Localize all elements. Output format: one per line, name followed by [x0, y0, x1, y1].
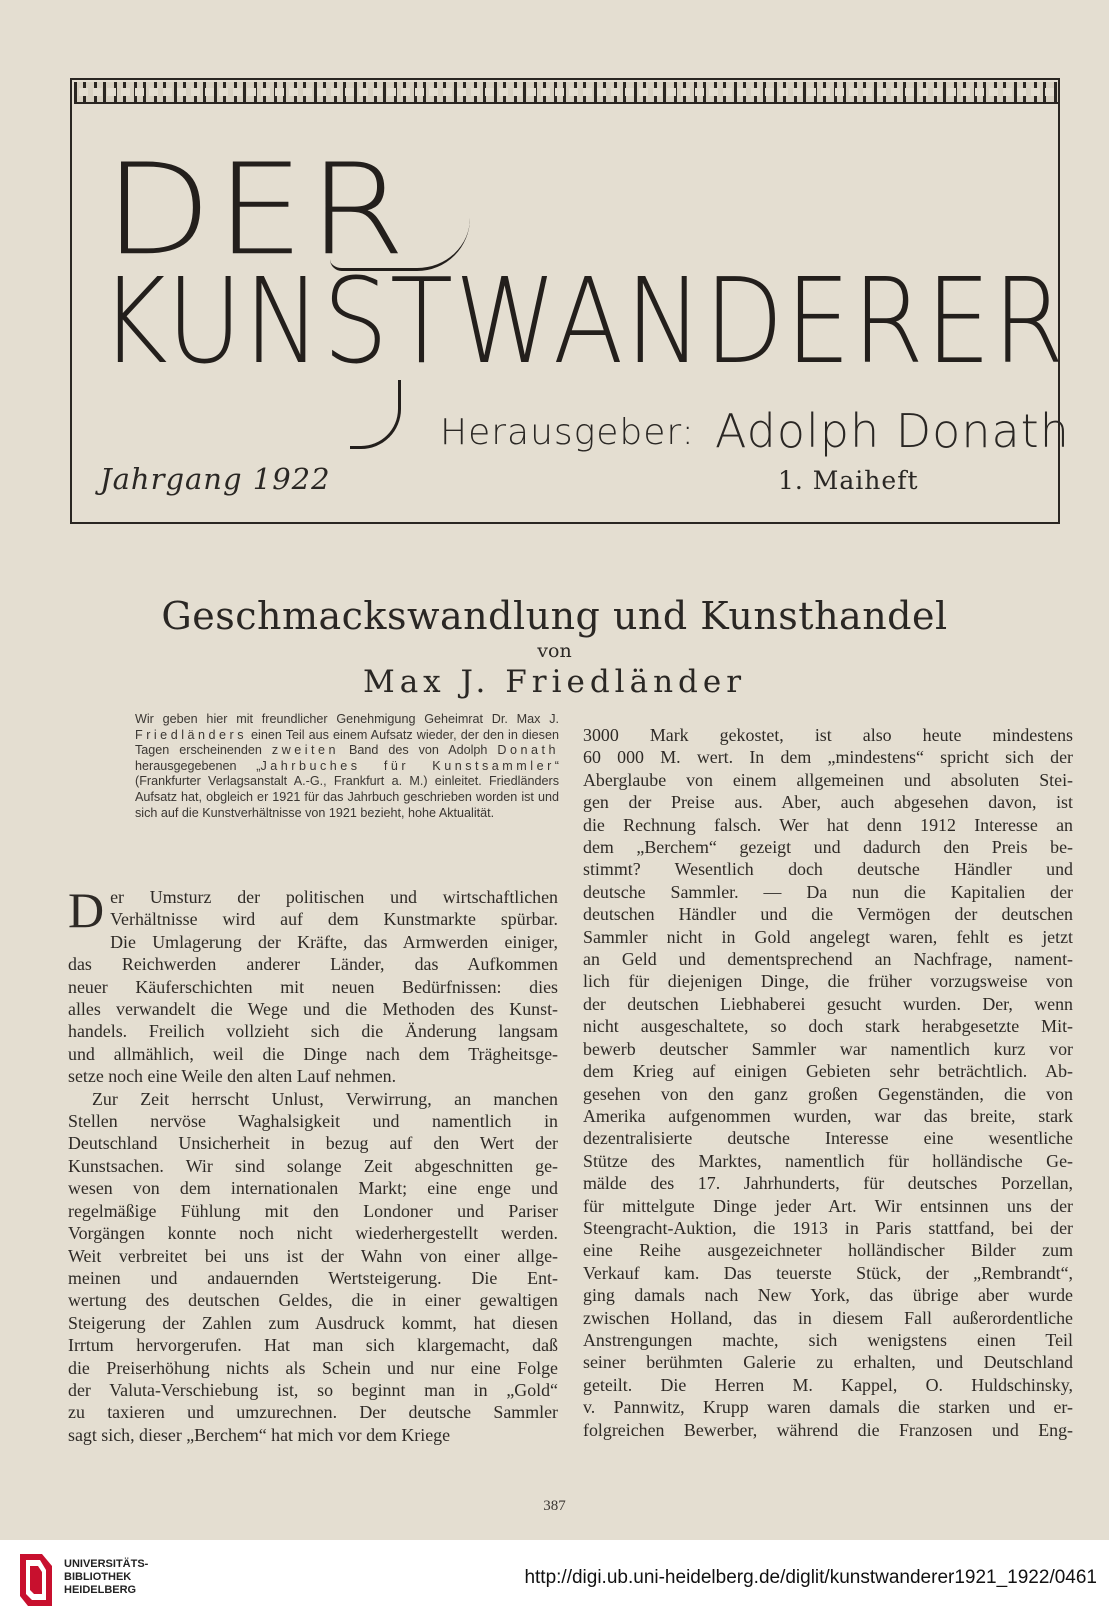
text-line: Verhältnisse wird auf dem Kunstmarkte spürbar. [110, 909, 558, 930]
text-line: der Valuta-Verschiebung ist, so beginnt man in „Gold“ [68, 1379, 558, 1400]
text-line: deutschen Händler und die Vermögen der deutschen [583, 904, 1073, 925]
text-line: setze noch eine Weile den alten Lauf nehmen. [68, 1066, 397, 1087]
text-line: die Preiserhöhung nichts als Schein und nur eine Folge [68, 1357, 558, 1378]
text-line: Zur Zeit herrscht Unlust, Verwirrung, an manchen [92, 1088, 558, 1109]
text-line: dezentralisierte deutsche Interesse eine wesentliche [583, 1128, 1073, 1149]
article-byline-von: von [537, 640, 572, 662]
text-line: v. Pannwitz, Krupp waren damals die starken und er- [583, 1397, 1073, 1418]
text-line: Kunstsachen. Wir sind solange Zeit abgeschnitten ge- [68, 1155, 558, 1176]
text-line: stimmt? Wesentlich doch deutsche Händler und [583, 859, 1073, 880]
text-line: handels. Freilich vollzieht sich die Änderung langsam [68, 1021, 558, 1042]
masthead-title-der: DER [104, 137, 410, 284]
text-line: neuer Käuferschichten mit neuen Bedürfnissen: dies [68, 976, 558, 997]
library-footer [0, 1540, 1109, 1620]
masthead-title-kunstwanderer: KUNSTWANDERER [100, 254, 1067, 391]
text-line: geteilt. Die Herren M. Kappel, O. Huldschinsky, [583, 1374, 1073, 1395]
text-line: sagt sich, dieser „Berchem“ hat mich vor dem Kriege [68, 1424, 451, 1445]
issue-label: 1. Maiheft [778, 466, 919, 495]
text-line: wesen von dem internationalen Markt; eine enge und [68, 1178, 558, 1199]
text-line: wertung des deutschen Geldes, die in einer gewaltigen [68, 1290, 558, 1311]
text-line: lich für diejenigen Dinge, die früher vorzugsweise von [583, 971, 1073, 992]
text-line: eine Reihe ausgezeichneter holländischer Bilder zum [583, 1240, 1073, 1261]
text-line: zwischen Holland, das in diesem Fall außerordentliche [583, 1307, 1073, 1328]
text-line: für mittelgute Dinge jeder Art. Wir entsinnen uns der [583, 1195, 1073, 1216]
text-line: bewerb deutscher Sammler war namentlich kurz vor [583, 1038, 1073, 1059]
text-line: deutsche Sammler. — Da nun die Kapitalien der [583, 881, 1073, 902]
text-line: Aberglaube von einem allgemeinen und absoluten Stei- [583, 769, 1073, 790]
text-line: Stellen nervöse Waghalsigkeit und namentlich in [68, 1111, 558, 1132]
text-line: 60 000 M. wert. In dem „mindestens“ spricht sich der [583, 747, 1073, 768]
text-line: Deutschland Unsicherheit in bezug auf den Wert der [68, 1133, 558, 1154]
article-title: Geschmackswandlung und Kunsthandel [161, 594, 948, 638]
masthead-ornament-border [74, 82, 1058, 104]
text-line: Steigerung der Zahlen zum Ausdruck kommt, hat diesen [68, 1312, 558, 1333]
text-line: Anstrengungen machte, sich wenigstens einen Teil [583, 1329, 1073, 1350]
text-line: Die Umlagerung der Kräfte, das Armwerden einiger, [110, 931, 558, 952]
text-line: die Rechnung falsch. Wer hat denn 1912 Interesse an [583, 814, 1073, 835]
text-line: gen der Preise aus. Aber, auch abgesehen davon, ist [583, 792, 1073, 813]
source-url-link[interactable]: http://digi.ub.uni-heidelberg.de/diglit/kunstwanderer1921_1922/0461 [524, 1567, 1097, 1588]
article-column-right [583, 724, 1073, 1441]
text-line: zu taxieren und umzurechnen. Der deutsche Sammler [68, 1402, 558, 1423]
library-name: UNIVERSITÄTS- BIBLIOTHEK HEIDELBERG [64, 1558, 149, 1596]
text-line: alles verwandelt die Wege und die Methoden des Kunst- [68, 999, 558, 1020]
text-line: 3000 Mark gekostet, ist also heute mindestens [583, 725, 1073, 745]
text-line: Amerika aufgenommen wurden, war das breite, stark [583, 1105, 1073, 1126]
text-line: Vorgängen konnte noch nicht wiederhergestellt werden. [68, 1223, 558, 1244]
text-line: ging damals nach New York, das übrige aber wurde [583, 1285, 1073, 1306]
text-line: seiner berühmten Galerie zu erhalten, und Deutschland [583, 1352, 1073, 1373]
text-line: meinen und andauernden Wertsteigerung. Die Ent- [68, 1267, 558, 1288]
page-number: 387 [543, 1498, 566, 1514]
university-library-logo-icon [14, 1550, 58, 1610]
text-line: regelmäßige Fühlung mit den Londoner und Pariser [68, 1200, 558, 1221]
text-line: nicht ausgeschaltete, so doch stark herabgesetzte Mit- [583, 1016, 1073, 1037]
herausgeber-label: Herausgeber: [440, 412, 695, 453]
jahrgang: Jahrgang 1922 [100, 462, 331, 496]
text-line: Steengracht-Auktion, die 1913 in Paris stattfand, bei der [583, 1217, 1073, 1238]
text-line: an Geld und dementsprechend an Nachfrage, nament- [583, 949, 1073, 970]
article-author: Max J. Friedländer [362, 664, 747, 700]
text-line: das Reichwerden anderer Länder, das Aufkommen [68, 954, 558, 975]
text-line: Stütze des Marktes, namentlich für holländische Ge- [583, 1150, 1073, 1171]
text-line: der deutschen Liebhaberei gesucht wurden. Der, wenn [583, 993, 1073, 1014]
article-lead-note: Wir geben hier mit freundlicher Genehmigung Geheimrat Dr. Max J. Friedländers einen Teil aus einem Aufsatz wieder, der den in diesen Tagen erscheinenden zweiten Band des von Adolph Donath herausgegebenen „Jahrbuches für Kunstsammler“ (Frankfurter Verlagsanstalt A.-G., Frankfurt a. M.) einleitet. Friedländers Aufsatz hat, obgleich er 1921 für das Jahrbuch geschrieben worden ist und sich auf die Kunstverhältnisse von 1921 bezieht, hohe Aktualität. [135, 712, 559, 820]
text-line: dem Krieg auf einigen Gebieten sehr beträchtlich. Ab- [583, 1061, 1073, 1082]
text-line: gesehen von den ganz großen Gegenständen, die von [583, 1083, 1073, 1104]
herausgeber-name: Adolph Donath [715, 404, 1070, 458]
text-line: Verkauf kam. Das teuerste Stück, der „Rembrandt“, [583, 1262, 1073, 1283]
text-line: mälde des 17. Jahrhunderts, für deutsches Porzellan, [583, 1173, 1073, 1194]
article-column-left [68, 882, 558, 1446]
text-line: Irrtum hervorgerufen. Hat man sich klargemacht, daß [68, 1335, 558, 1356]
text-line: Sammler nicht in Gold angelegt waren, fehlt es jetzt [583, 926, 1073, 947]
text-line: und allmählich, weil die Dinge nach dem Trägheitsge- [68, 1043, 558, 1064]
text-line: er Umsturz der politischen und wirtschaftlichen [110, 887, 558, 907]
text-line: folgreichen Bewerber, während die Franzosen und Eng- [583, 1419, 1073, 1440]
drop-cap: D [68, 882, 105, 938]
text-line: dem „Berchem“ gezeigt und dadurch den Preis be- [583, 837, 1073, 858]
text-line: Weit verbreitet bei uns ist der Wahn von einer allge- [68, 1245, 558, 1266]
